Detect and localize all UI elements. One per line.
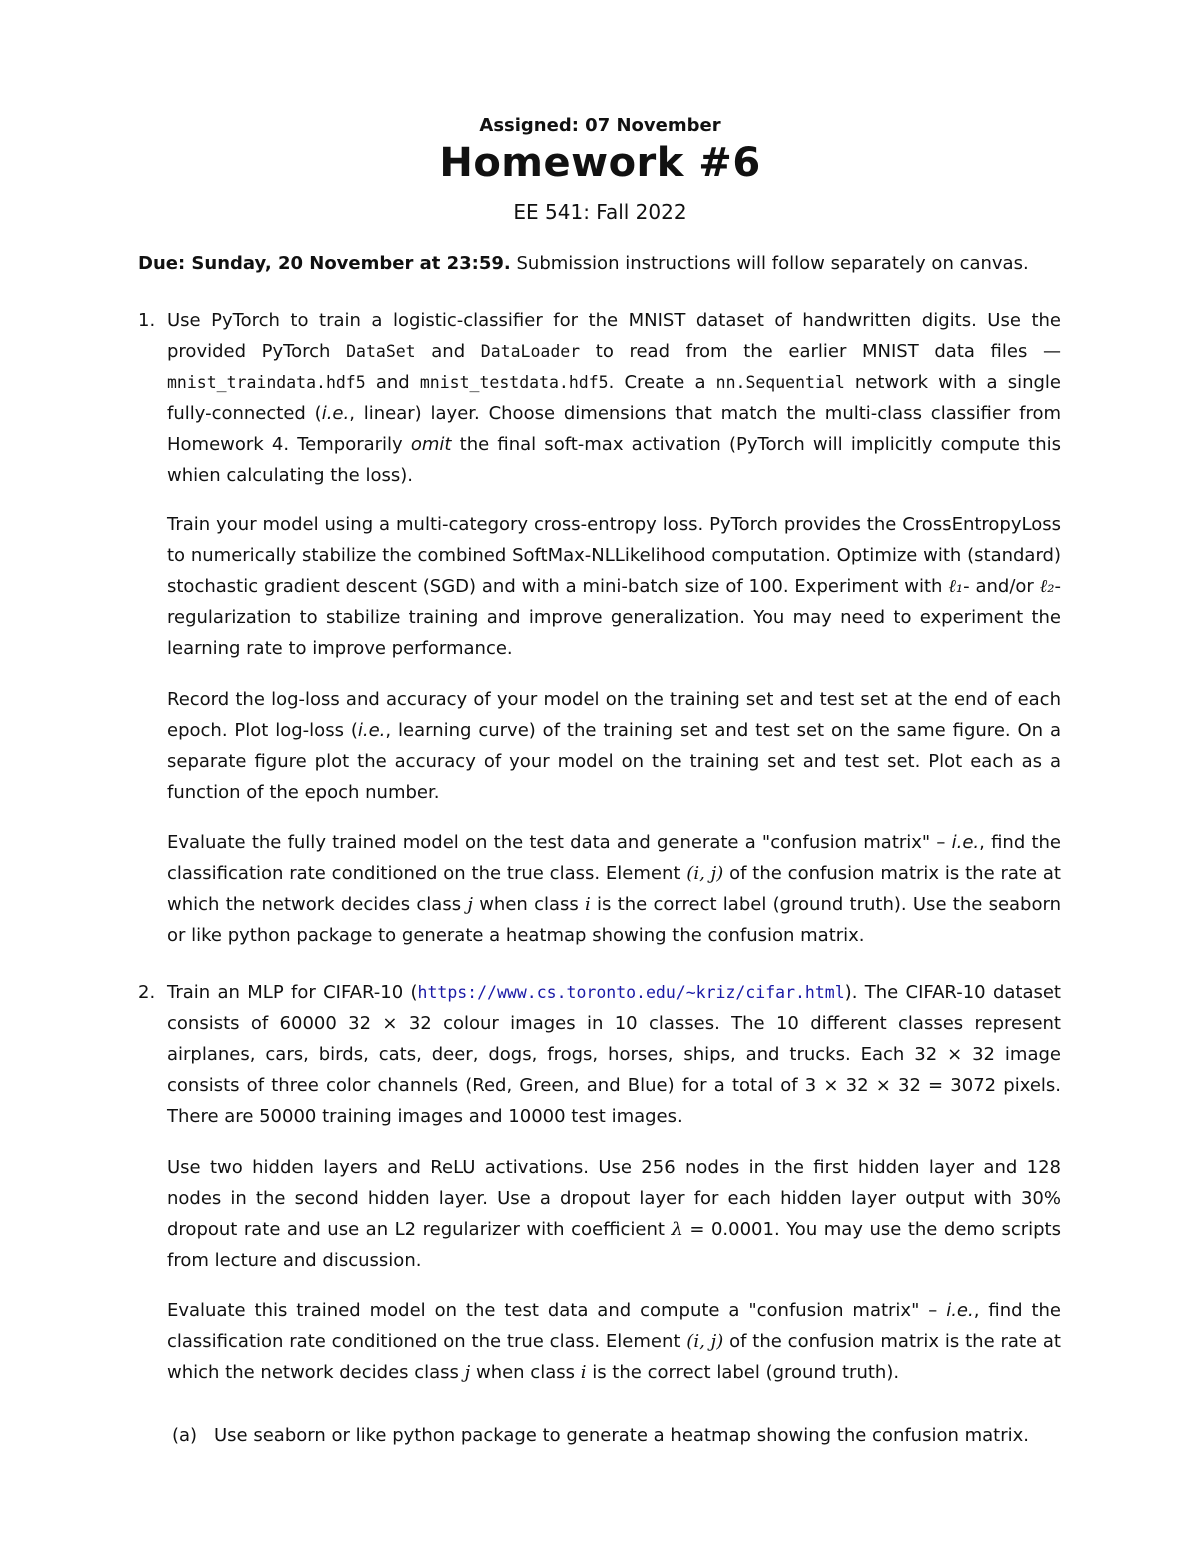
problem-1-paragraph-4: [167, 827, 1061, 951]
text-run: , learning curve) of the training set and test set on the same figure. On a separate figure plot the accuracy of your model on the training set and test set. Plot each as a function of the epoch number.: [167, 720, 1061, 803]
text-run: Record the log-loss and accuracy of your model on the training set and test set at the end of each epoch. Plot log-loss (: [167, 689, 1061, 741]
text-run: ℓ₂: [1039, 576, 1055, 597]
text-run: when class: [470, 1362, 581, 1383]
text-run: , find the classification rate conditioned on the true class. Element: [167, 1300, 1061, 1352]
text-run: is the correct label (ground truth).: [586, 1362, 900, 1383]
text-run: the final soft-max activation (PyTorch will implicitly compute this whien calculating the loss).: [167, 434, 1061, 486]
due-line: [138, 253, 1068, 274]
text-run: to read from the earlier MNIST data files —: [580, 341, 1061, 362]
text-run: i.e.: [951, 832, 980, 853]
text-run: , find the classification rate conditioned on the true class. Element: [167, 832, 1061, 884]
text-run: network with a single fully-connected (: [167, 372, 1061, 424]
text-run: and: [365, 372, 420, 393]
code-test-file: mnist_testdata.hdf5: [419, 373, 609, 392]
text-run: j: [464, 1362, 471, 1383]
text-run: ). The CIFAR-10 dataset consists of 60000 32 × 32 colour images in 10 classes. The 10 different classes represent airplanes, cars, birds, cats, deer, dogs, frogs, horses, ships, and trucks. Each 32 × 32 image consists of three color channels (Red, Green, and Blue) for a total of 3 × 32 × 32 = 3072 pixels. There are 50000 training images and 10000 test images.: [167, 982, 1061, 1127]
text-run: ℓ₁: [948, 576, 964, 597]
problem-2-paragraph-3: [167, 1295, 1061, 1388]
text-run: . Create a: [608, 372, 716, 393]
text-run: - and/or: [963, 576, 1040, 597]
text-run: Use PyTorch to train a logistic-classifier for the MNIST dataset of handwritten digits. Use the provided PyTorch: [167, 310, 1061, 362]
problem-1-paragraph-2: [167, 509, 1061, 664]
page-title: Homework #6: [439, 140, 761, 186]
code-sequential: nn.Sequential: [715, 373, 845, 392]
problem-2-paragraph-1: [167, 977, 1061, 1132]
course-label: EE 541: Fall 2022: [513, 200, 687, 224]
subitem-a-text: Use seaborn or like python package to generate a heatmap showing the confusion matrix.: [214, 1425, 1030, 1446]
assigned-date: Assigned: 07 November: [479, 115, 721, 136]
code-train-file: mnist_traindata.hdf5: [167, 373, 366, 392]
code-dataloader: DataLoader: [480, 342, 581, 361]
text-run: Train an MLP for CIFAR-10 (: [167, 982, 418, 1003]
text-run: Evaluate the fully trained model on the test data and generate a "confusion matrix" –: [167, 832, 952, 853]
due-label: Due: Sunday, 20 November at 23:59.: [138, 253, 511, 274]
text-run: Evaluate this trained model on the test data and compute a "confusion matrix" –: [167, 1300, 947, 1321]
text-run: of the confusion matrix is the rate at which the network decides class: [167, 1331, 1061, 1383]
subitem-a-label: (a): [172, 1425, 198, 1446]
text-run: is the correct label (ground truth). Use the seaborn or like python package to generate a heatmap showing the confusion matrix.: [167, 894, 1061, 946]
code-dataset: DataSet: [346, 342, 416, 361]
text-run: j: [467, 894, 473, 915]
text-run: i.e.: [321, 403, 350, 424]
text-run: = 0.0001. You may use the demo scripts from lecture and discussion.: [167, 1219, 1061, 1271]
text-run: omit: [410, 434, 452, 455]
text-run: (i, j): [686, 863, 724, 884]
text-run: Use two hidden layers and ReLU activations. Use 256 nodes in the first hidden layer and 128 nodes in the second hidden layer. Use a dropout layer for each hidden layer output with 30% dropout rate and use an L2 regularizer with coefficient: [167, 1157, 1061, 1240]
cifar-link[interactable]: https://www.cs.toronto.edu/~kriz/cifar.html: [417, 983, 845, 1002]
text-run: i.e.: [357, 720, 386, 741]
text-run: and: [415, 341, 481, 362]
text-run: when class: [472, 894, 586, 915]
problem-2-number: 2.: [138, 982, 156, 1003]
problem-1-number: 1.: [138, 310, 156, 331]
text-run: (i, j): [686, 1331, 724, 1352]
text-run: Train your model using a multi-category cross-entropy loss. PyTorch provides the CrossEntropyLoss to numerically stabilize the combined SoftMax-NLLikelihood computation. Optimize with (standard) stochastic gradient descent (SGD) and with a mini-batch size of 100. Experiment with: [167, 514, 1061, 597]
text-run: λ: [671, 1219, 683, 1240]
text-run: i.e.: [946, 1300, 974, 1321]
problem-1-paragraph-3: [167, 684, 1061, 808]
text-run: of the confusion matrix is the rate at which the network decides class: [167, 863, 1061, 915]
problem-2-paragraph-2: [167, 1152, 1061, 1276]
text-run: i: [585, 894, 591, 915]
due-text: Submission instructions will follow separately on canvas.: [510, 253, 1029, 274]
text-run: , linear) layer. Choose dimensions that match the multi-class classifier from Homework 4. Temporarily: [167, 403, 1062, 455]
problem-1-paragraph-1: [167, 305, 1061, 491]
text-run: -regularization to stabilize training and improve generalization. You may need to experiment the learning rate to improve performance.: [167, 576, 1062, 659]
text-run: i: [580, 1362, 587, 1383]
